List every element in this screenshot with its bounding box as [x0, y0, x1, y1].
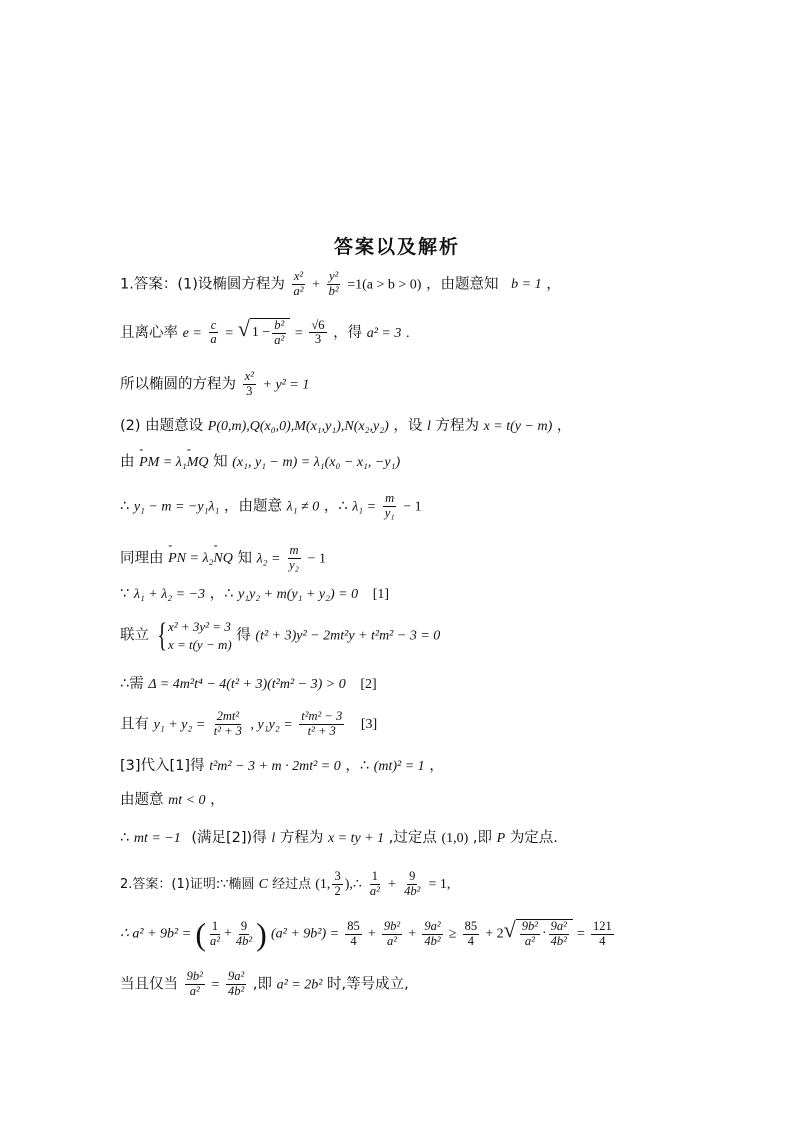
- answer-1-line-1: [120, 270, 561, 299]
- math-expr: y₁ + y₂ =: [153, 717, 206, 733]
- left-paren: (: [195, 916, 206, 952]
- math: [134, 499, 220, 514]
- fraction: [345, 920, 362, 949]
- brace-icon: {: [156, 616, 167, 654]
- answer-1-part-2-line: [120, 418, 571, 436]
- math: [134, 587, 205, 602]
- math: [183, 326, 202, 341]
- frac-den: y₁: [384, 505, 395, 520]
- frac-num: 85: [464, 918, 478, 933]
- math-expr: (x₁, y₁ − m) = λ₁(x₀ − x₁, −y₁): [232, 455, 401, 470]
- math: [257, 551, 281, 566]
- math-expr: x = ty + 1: [327, 831, 385, 846]
- math-eq: x = t(y − m): [483, 419, 553, 434]
- math: [427, 419, 431, 434]
- fraction: [291, 270, 305, 299]
- text: 知: [237, 550, 252, 567]
- math-expr: mt < 0: [168, 793, 206, 808]
- fraction: [243, 370, 256, 399]
- math: [255, 629, 440, 644]
- text: 为定点.: [509, 830, 558, 846]
- frac-den: b²: [328, 283, 339, 298]
- frac-num: t²m² − 3: [301, 709, 343, 723]
- frac-num: x²: [293, 269, 304, 283]
- math: =1(a > b > 0): [347, 277, 422, 293]
- square-root: [504, 919, 573, 949]
- math-points: P(0,m),Q(x₀,0),M(x₁,y₁),N(x₂,y₂): [207, 419, 389, 434]
- answer-1-line-2: [120, 318, 409, 348]
- math-cond: λ₁ ≠ 0: [286, 499, 320, 515]
- fraction: [226, 970, 246, 999]
- vector-pn: ᵛᵛᵛ PN: [168, 551, 186, 568]
- math-lambda: λ₁ =: [352, 499, 377, 515]
- fraction: [591, 920, 614, 949]
- frac-den: 4: [467, 933, 474, 948]
- equation-system: [154, 618, 232, 653]
- text: [3]代入[1]得: [120, 758, 205, 774]
- math-l: l: [426, 419, 431, 434]
- frac-num: y²: [328, 269, 339, 283]
- page-title: 答案以及解析: [333, 236, 460, 258]
- answer-1-line-6: [120, 492, 422, 521]
- text: 且有: [120, 716, 149, 733]
- fraction: [422, 920, 442, 949]
- math-expr: (a² + 9b²) =: [270, 926, 340, 942]
- frac-den: a²: [387, 933, 398, 948]
- math: [154, 717, 206, 732]
- math: [271, 927, 339, 942]
- fraction: [185, 970, 205, 999]
- answer-1-line-11: [120, 710, 377, 739]
- text: 1.答案：(1)设椭圆方程为: [120, 276, 285, 293]
- math: [232, 455, 400, 470]
- answer-1-line-12: [120, 758, 444, 776]
- vector-mq: ᵛᵛᵛ MQ: [187, 455, 209, 472]
- math: [328, 831, 384, 846]
- fraction: [287, 544, 301, 573]
- math: [148, 677, 345, 692]
- math: [497, 831, 506, 846]
- text: 当且仅当: [120, 976, 178, 993]
- fraction: [212, 710, 244, 739]
- fraction: [463, 920, 480, 949]
- answer-1-line-13: [120, 792, 225, 810]
- system-row-1: x² + 3y² = 3: [167, 619, 231, 634]
- fraction: [327, 270, 341, 299]
- therefore-symbol: ∴: [120, 830, 130, 846]
- frac-den: 3: [246, 383, 253, 398]
- math-expr: (t² + 3)y² − 2mt²y + t²m² − 3 = 0: [255, 628, 441, 644]
- frac-num: 121: [593, 918, 612, 933]
- period: .: [405, 325, 410, 341]
- frac-num: 9: [409, 869, 416, 883]
- frac-den: a²: [524, 934, 535, 948]
- answer-1-line-10: [120, 676, 377, 694]
- math: [139, 455, 208, 470]
- plus: +: [312, 277, 320, 293]
- frac-den: 4b²: [550, 934, 567, 948]
- text: ，设: [393, 418, 423, 434]
- math: [168, 793, 205, 808]
- text: 知: [213, 454, 228, 470]
- text: (2) 由题意设: [120, 418, 204, 434]
- math-eq: = λ₂: [186, 551, 214, 567]
- frac-num: m: [289, 543, 299, 557]
- frac-den: a²: [369, 883, 380, 898]
- frac-den: 4b²: [404, 883, 421, 898]
- math: [277, 977, 323, 992]
- answer-2-line-1: [120, 870, 450, 899]
- frac-num: 1: [211, 918, 219, 933]
- answer-1-line-14: [120, 830, 558, 848]
- math-c: C: [258, 876, 268, 892]
- ref-marker: [1]: [372, 587, 390, 602]
- plus: +: [367, 926, 376, 942]
- text: 方程为: [279, 830, 324, 846]
- equals: =: [225, 325, 234, 341]
- math: [208, 419, 389, 434]
- frac-den: y₂: [289, 557, 299, 572]
- text: ，∴: [209, 586, 234, 602]
- frac-num: √6: [311, 317, 325, 332]
- fraction: [368, 870, 382, 899]
- frac-den: 4: [599, 933, 606, 948]
- plus: +: [224, 925, 232, 941]
- text: ，∴: [323, 498, 348, 515]
- frac-num: 1: [371, 869, 379, 883]
- fraction: [402, 870, 422, 899]
- math-expr: mt = −1: [133, 831, 181, 846]
- math-expr: a² = 2b²: [276, 977, 323, 993]
- text: ，: [556, 418, 572, 434]
- text: 方程为: [435, 418, 479, 434]
- fraction: [382, 920, 402, 949]
- frac-num: 2mt²: [216, 709, 240, 723]
- text: 所以椭圆的方程为: [120, 376, 236, 393]
- frac-den: a²: [274, 332, 285, 347]
- math: [259, 877, 268, 892]
- math: − 1: [403, 499, 422, 515]
- system-row-2: x = t(y − m): [167, 636, 232, 652]
- square-root: [238, 318, 290, 348]
- math-l: l: [271, 831, 276, 846]
- text: 2.答案：(1)证明:∵椭圆: [120, 876, 255, 892]
- math-expr: Δ = 4m²t⁴ − 4(t² + 3)(t²m² − 3) > 0: [148, 677, 346, 692]
- math-expr: y₁y₂ + m(y₁ + y₂) = 0: [238, 587, 359, 602]
- text: 且离心率: [120, 324, 178, 341]
- math-lambda: λ₂ =: [256, 551, 281, 567]
- math: (1,: [315, 876, 331, 892]
- answer-1-line-5: [120, 454, 400, 472]
- frac-den: 2: [334, 883, 341, 898]
- text: ，得: [333, 324, 363, 341]
- answer-1-line-7: [120, 544, 326, 573]
- ref-marker: [2]: [360, 677, 377, 692]
- frac-den: t² + 3: [307, 723, 336, 738]
- text: ，: [546, 276, 561, 293]
- plus: +: [408, 926, 417, 942]
- math-expr: t²m² − 3 + m · 2mt² = 0: [209, 759, 341, 774]
- text: 时,等号成立,: [327, 976, 409, 993]
- math: ),∴: [344, 876, 362, 892]
- math-b: b = 1: [511, 277, 542, 293]
- frac-num: 9b²: [521, 919, 538, 934]
- frac-den: 3: [314, 332, 322, 347]
- equals: =: [211, 977, 220, 993]
- text: 联立: [120, 627, 149, 644]
- answer-2-line-3: [120, 970, 409, 999]
- math: [263, 377, 310, 392]
- math: [120, 927, 191, 942]
- math-expr: + y² = 1: [262, 377, 310, 393]
- math: [287, 499, 320, 514]
- radical-icon: √: [503, 917, 516, 943]
- fraction: [309, 319, 326, 348]
- frac-num: 3: [334, 869, 341, 883]
- text: ,即: [252, 976, 272, 993]
- equals: =: [577, 926, 585, 942]
- math: [374, 759, 425, 774]
- text: ，: [210, 792, 225, 808]
- radical-icon: √: [237, 316, 250, 341]
- frac-den: a²: [189, 983, 200, 998]
- math: [251, 717, 293, 732]
- math: 1 −: [251, 324, 271, 340]
- frac-den: a: [210, 332, 217, 347]
- frac-num: x²: [244, 369, 254, 383]
- frac-num: 9a²: [550, 919, 567, 934]
- math: [238, 587, 358, 602]
- math-eq: = λ₁: [159, 455, 187, 470]
- frac-num: 9a²: [227, 969, 245, 983]
- frac-num: 9b²: [383, 918, 401, 933]
- frac-num: m: [385, 491, 395, 505]
- math-expr: y₁ − m = −y₁λ₁: [133, 499, 220, 515]
- vector-nq: ᵛᵛᵛ NQ: [213, 551, 232, 568]
- text: (满足[2])得: [191, 830, 267, 846]
- frac-num: 85: [347, 918, 360, 933]
- math-expr: ∴ a² + 9b² =: [120, 926, 192, 942]
- math-p: P: [496, 831, 506, 846]
- text: ∴需: [120, 676, 144, 692]
- frac-den: 4b²: [227, 983, 245, 998]
- frac-num: 9a²: [424, 918, 441, 933]
- frac-num: c: [210, 317, 217, 332]
- text: ,即: [472, 830, 493, 846]
- text: 由: [120, 454, 135, 470]
- math: − 1: [307, 551, 326, 567]
- dot: ·: [541, 926, 547, 942]
- text: 由题意: [120, 792, 164, 808]
- because-symbol: ∵: [120, 586, 130, 602]
- text: 经过点: [272, 876, 312, 892]
- answer-2-line-2: [120, 918, 616, 950]
- math: [367, 326, 402, 341]
- math-e: e =: [182, 325, 202, 341]
- fraction: [332, 870, 342, 899]
- plus: +: [388, 876, 396, 892]
- frac-num: 9: [240, 918, 248, 933]
- answer-1-line-8: [120, 586, 389, 604]
- equals: =: [294, 325, 303, 341]
- text: ，∴: [345, 758, 370, 774]
- text: ，: [429, 758, 444, 774]
- math: [168, 551, 233, 566]
- text: 同理由: [120, 550, 164, 567]
- math-expr: , y₁y₂ =: [250, 717, 293, 733]
- math: [209, 759, 341, 774]
- frac-den: 4b²: [424, 933, 441, 948]
- text: ,过定点: [388, 830, 437, 846]
- fraction: [299, 710, 344, 739]
- math-res: a² = 3: [366, 325, 402, 341]
- frac-num: 9b²: [186, 969, 203, 983]
- frac-den: 4b²: [235, 933, 253, 948]
- math: [484, 419, 553, 434]
- right-paren: ): [256, 916, 267, 952]
- text: 得: [236, 627, 251, 644]
- fraction: [383, 492, 397, 521]
- frac-den: a²: [210, 933, 220, 948]
- math: + 2: [485, 926, 504, 942]
- fraction: [208, 319, 218, 348]
- answer-1-line-3: [120, 370, 309, 399]
- text: ，由题意知: [426, 276, 499, 293]
- text: ，由题意: [224, 498, 282, 515]
- math-expr: λ₁ + λ₂ = −3: [133, 587, 206, 602]
- frac-den: t² + 3: [213, 723, 242, 738]
- frac-num: b²: [274, 318, 285, 332]
- math: [271, 831, 275, 846]
- math-expr: (mt)² = 1: [373, 759, 425, 774]
- frac-den: 4: [350, 933, 357, 948]
- answer-1-line-9: [120, 618, 440, 653]
- vector-pm: ᵛᵛᵛ PM: [139, 455, 159, 472]
- math: = 1,: [428, 876, 451, 892]
- ref-marker: [3]: [360, 717, 378, 733]
- frac-den: a²: [293, 283, 304, 298]
- math: (1,0): [441, 831, 469, 846]
- parenthesized-sum: [195, 918, 266, 950]
- therefore-symbol: ∴: [120, 498, 130, 515]
- math: [134, 831, 181, 846]
- geq: ≥: [448, 926, 457, 942]
- math: [352, 499, 376, 514]
- math: [511, 277, 541, 292]
